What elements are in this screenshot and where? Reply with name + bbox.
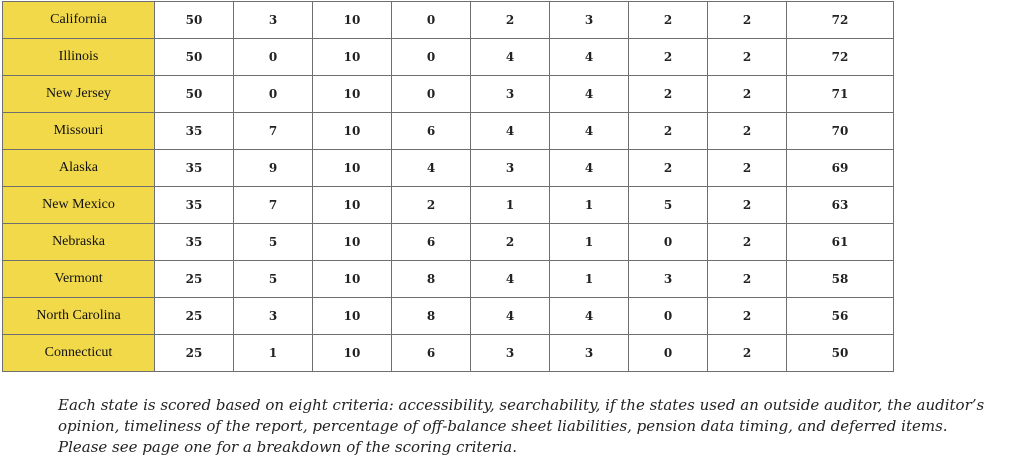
score-cell: 0 — [392, 2, 471, 39]
score-cell: 2 — [629, 76, 708, 113]
score-cell: 4 — [550, 39, 629, 76]
score-cell: 0 — [392, 76, 471, 113]
score-cell: 5 — [234, 261, 313, 298]
total-score-cell: 58 — [787, 261, 894, 298]
table-row — [3, 113, 894, 150]
score-cell: 3 — [550, 2, 629, 39]
score-cell: 2 — [471, 2, 550, 39]
score-cell: 1 — [234, 335, 313, 372]
score-cell: 10 — [313, 187, 392, 224]
score-cell: 50 — [155, 39, 234, 76]
score-cell: 10 — [313, 150, 392, 187]
score-cell: 4 — [471, 298, 550, 335]
score-cell: 6 — [392, 335, 471, 372]
score-cell: 1 — [550, 261, 629, 298]
score-cell: 3 — [471, 150, 550, 187]
score-cell: 3 — [550, 335, 629, 372]
score-cell: 0 — [234, 39, 313, 76]
score-cell: 2 — [708, 2, 787, 39]
score-cell: 4 — [471, 261, 550, 298]
table-row — [3, 335, 894, 372]
table-row — [3, 76, 894, 113]
score-cell: 10 — [313, 224, 392, 261]
score-cell: 1 — [471, 187, 550, 224]
score-cell: 3 — [629, 261, 708, 298]
total-score-cell: 61 — [787, 224, 894, 261]
score-cell: 2 — [708, 298, 787, 335]
table-row — [3, 187, 894, 224]
score-cell: 10 — [313, 2, 392, 39]
score-cell: 35 — [155, 113, 234, 150]
score-cell: 2 — [471, 224, 550, 261]
score-cell: 2 — [708, 335, 787, 372]
score-cell: 25 — [155, 335, 234, 372]
score-cell: 0 — [629, 224, 708, 261]
total-score-cell: 56 — [787, 298, 894, 335]
score-cell: 1 — [550, 187, 629, 224]
total-score-cell: 50 — [787, 335, 894, 372]
score-cell: 35 — [155, 187, 234, 224]
score-cell: 50 — [155, 2, 234, 39]
score-cell: 8 — [392, 261, 471, 298]
score-cell: 4 — [392, 150, 471, 187]
state-name-cell: California — [3, 2, 155, 39]
table-body — [3, 2, 894, 372]
score-cell: 10 — [313, 76, 392, 113]
table-row — [3, 150, 894, 187]
score-cell: 2 — [629, 150, 708, 187]
score-cell: 2 — [708, 261, 787, 298]
state-scores-table — [2, 1, 894, 372]
score-cell: 2 — [708, 113, 787, 150]
score-cell: 0 — [629, 298, 708, 335]
state-name-cell: New Jersey — [3, 76, 155, 113]
score-cell: 7 — [234, 113, 313, 150]
score-cell: 25 — [155, 261, 234, 298]
score-cell: 1 — [550, 224, 629, 261]
score-cell: 10 — [313, 39, 392, 76]
table-caption: Each state is scored based on eight criteria: accessibility, searchability, if the states used an outside auditor, the auditor’s opinion, timeliness of the report, percentage of off-balance sheet liabilities, pension data timing, and deferred items. Please see page one for a breakdown of the scoring criteria. — [58, 396, 985, 456]
score-cell: 8 — [392, 298, 471, 335]
state-name-cell: New Mexico — [3, 187, 155, 224]
state-name-cell: Nebraska — [3, 224, 155, 261]
score-cell: 35 — [155, 224, 234, 261]
score-cell: 2 — [708, 187, 787, 224]
score-cell: 10 — [313, 261, 392, 298]
score-cell: 3 — [234, 298, 313, 335]
state-name-cell: Connecticut — [3, 335, 155, 372]
score-cell: 50 — [155, 76, 234, 113]
score-cell: 2 — [708, 39, 787, 76]
state-name-cell: Illinois — [3, 39, 155, 76]
score-cell: 6 — [392, 113, 471, 150]
score-cell: 2 — [629, 39, 708, 76]
total-score-cell: 70 — [787, 113, 894, 150]
score-cell: 7 — [234, 187, 313, 224]
score-cell: 10 — [313, 113, 392, 150]
score-cell: 2 — [392, 187, 471, 224]
total-score-cell: 72 — [787, 39, 894, 76]
state-name-cell: North Carolina — [3, 298, 155, 335]
score-cell: 3 — [234, 2, 313, 39]
score-cell: 25 — [155, 298, 234, 335]
total-score-cell: 71 — [787, 76, 894, 113]
score-cell: 3 — [471, 76, 550, 113]
score-cell: 10 — [313, 298, 392, 335]
table-row — [3, 2, 894, 39]
table-row — [3, 39, 894, 76]
state-name-cell: Missouri — [3, 113, 155, 150]
score-cell: 4 — [550, 76, 629, 113]
score-cell: 2 — [708, 150, 787, 187]
score-cell: 5 — [234, 224, 313, 261]
score-cell: 4 — [550, 150, 629, 187]
score-cell: 2 — [629, 2, 708, 39]
table-row — [3, 261, 894, 298]
score-cell: 35 — [155, 150, 234, 187]
score-cell: 0 — [234, 76, 313, 113]
total-score-cell: 63 — [787, 187, 894, 224]
score-cell: 4 — [471, 39, 550, 76]
score-cell: 2 — [629, 113, 708, 150]
score-cell: 4 — [550, 298, 629, 335]
score-cell: 6 — [392, 224, 471, 261]
score-cell: 5 — [629, 187, 708, 224]
total-score-cell: 72 — [787, 2, 894, 39]
score-cell: 2 — [708, 76, 787, 113]
score-cell: 10 — [313, 335, 392, 372]
state-name-cell: Alaska — [3, 150, 155, 187]
score-cell: 0 — [629, 335, 708, 372]
table-row — [3, 224, 894, 261]
score-cell: 3 — [471, 335, 550, 372]
score-cell: 4 — [550, 113, 629, 150]
state-name-cell: Vermont — [3, 261, 155, 298]
table-row — [3, 298, 894, 335]
score-cell: 9 — [234, 150, 313, 187]
total-score-cell: 69 — [787, 150, 894, 187]
score-cell: 2 — [708, 224, 787, 261]
score-cell: 0 — [392, 39, 471, 76]
score-cell: 4 — [471, 113, 550, 150]
